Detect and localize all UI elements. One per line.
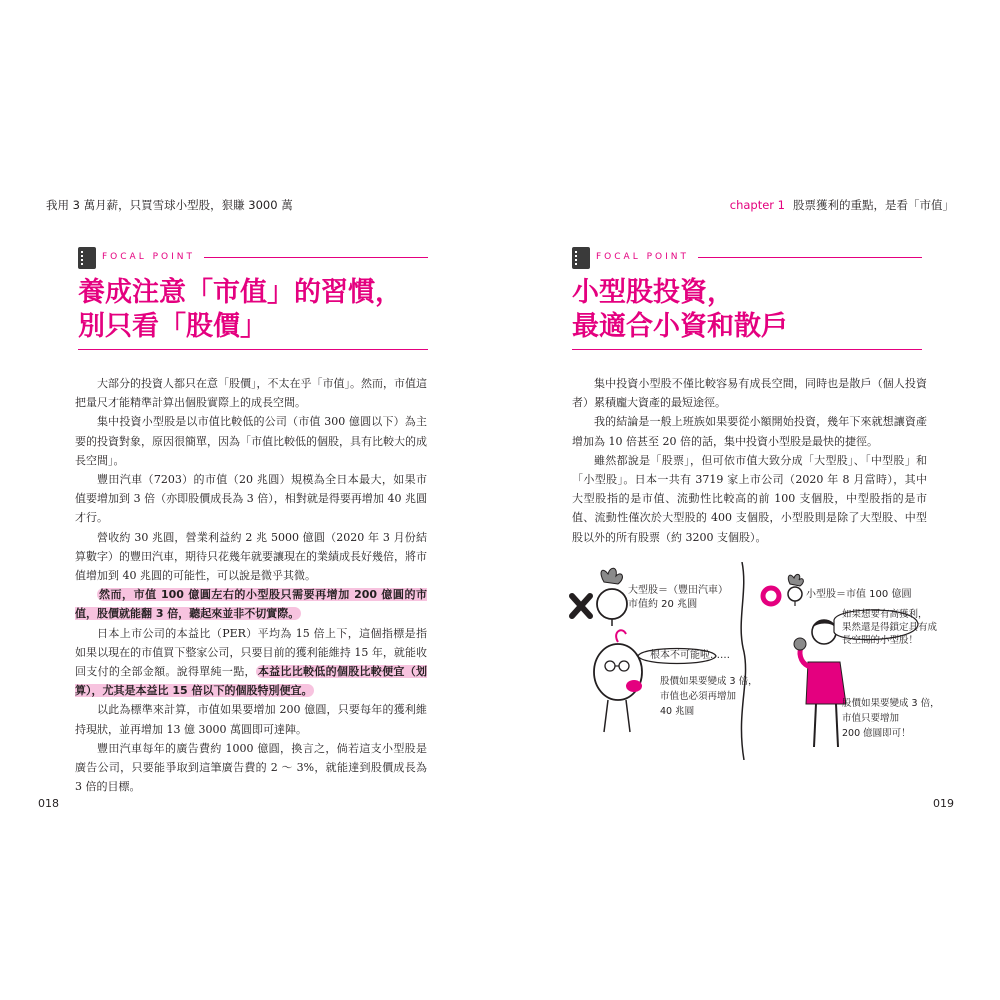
running-head: 我用 3 萬月薪，只買雪球小型股，狠賺 3000 萬 xyxy=(46,198,293,212)
paragraph: 我的結論是一般上班族如果要從小額開始投資，幾年下來就想讓資產增加為 10 倍甚至 20 倍的話，集中投資小型股是最快的捷徑。 xyxy=(572,415,927,448)
focal-point-label: FOCAL POINT xyxy=(102,252,195,262)
page-number: 019 xyxy=(933,797,954,810)
note-line: 200 億圓即可！ xyxy=(842,728,911,739)
paragraph xyxy=(75,624,427,701)
cross-mark-icon xyxy=(572,596,590,616)
focal-point-header xyxy=(572,247,922,269)
paragraph-text: 日本上市公司的本益比（PER）平均為 15 倍上下，這個指標是指如果以現在的市值買下整家公司，只要目前的獲利能維持 15 年，就能收回支付的全部金額。說得單純一點， xyxy=(75,626,427,679)
focal-divider xyxy=(204,257,428,258)
paragraph: 大部分的投資人都只在意「股價」，不太在乎「市值」。然而，市值這把量尺才能精準計算出個股實際上的成長空間。 xyxy=(75,377,427,410)
title-line: 養成注意「市值」的習慣， xyxy=(78,277,402,308)
paragraph: 雖然都說是「股票」，但可依市值大致分成「大型股」、「中型股」和「小型股」。日本一共有 3719 家上市公司（2020 年 8 月當時），其中大型股指的是市值、流動性比較高的前 100 支個股，中型股指的是市值、流動性僅次於大型股的 400 支個股，小型股則是除了大型股、中型股以外的所有股票（約 3200 支個股）。 xyxy=(572,453,927,544)
notebook-icon xyxy=(78,247,96,269)
right-page xyxy=(500,0,1000,1000)
notebook-icon xyxy=(572,247,590,269)
divider-line xyxy=(741,562,745,760)
body-text xyxy=(75,374,427,796)
speech-line: 長空間的小型股！ xyxy=(842,635,919,646)
body-text xyxy=(572,374,927,547)
right-speech-text xyxy=(842,608,937,647)
running-head xyxy=(730,197,954,213)
title-line: 小型股投資， xyxy=(572,277,734,308)
worried-character-icon xyxy=(594,630,642,732)
note-line: 市值只要增加 xyxy=(842,713,900,724)
left-speech-text: 根本不可能啦…… xyxy=(650,650,730,661)
note-line: 40 兆圓 xyxy=(660,706,695,717)
speech-line: 果然還是得鎖定具有成 xyxy=(842,622,938,633)
large-turnip-icon xyxy=(597,568,627,626)
section-title xyxy=(78,276,402,344)
confident-character-icon xyxy=(794,620,846,747)
section-title xyxy=(572,276,788,344)
chapter-label: chapter 1 xyxy=(729,198,785,212)
title-line: 最適合小資和散戶 xyxy=(572,311,788,342)
illustration xyxy=(562,562,940,760)
circle-mark-icon xyxy=(763,588,779,604)
small-turnip-icon xyxy=(788,574,803,606)
highlighted-text: 本益比比較低的個股比較便宜（划算），尤其是本益比 15 倍以下的個股特別便宜。 xyxy=(75,665,428,698)
paragraph: 集中投資小型股是以市值比較低的公司（市值 300 億圓以下）為主要的投資對象，原因很簡單，因為「市值比較低的個股，具有比較大的成長空間」。 xyxy=(75,415,427,467)
paragraph: 營收約 30 兆圓，營業利益約 2 兆 5000 億圓（2020 年 3 月份結算數字）的豐田汽車，期待只花幾年就要讓現在的業績成長好幾倍，將市值增加到 40 兆圓的可能性，可以說是微乎其微。 xyxy=(75,530,427,583)
title-line: 別只看「股價」 xyxy=(78,311,267,342)
focal-divider xyxy=(698,257,922,258)
paragraph: 豐田汽車每年的廣告費約 1000 億圓，換言之，倘若這支小型股是廣告公司，只要能爭取到這筆廣告費的 2 ～ 3%，就能達到股價成長為 3 倍的目標。 xyxy=(75,741,427,794)
note-line: 股價如果要變成 3 倍， xyxy=(842,698,940,709)
title-rule xyxy=(572,349,922,350)
paragraph: 以此為標準來計算，市值如果要增加 200 億圓，只要每年的獲利維持現狀，並再增加 13 億 3000 萬圓即可達陣。 xyxy=(75,703,427,736)
speech-line: 如果想要有高獲利， xyxy=(842,609,928,620)
caption-line: 市值約 20 兆圓 xyxy=(628,599,698,610)
focal-point-label: FOCAL POINT xyxy=(596,252,689,262)
paragraph xyxy=(75,585,427,623)
small-cap-caption: 小型股＝市值 100 億圓 xyxy=(806,589,912,600)
chapter-title: 股票獲利的重點，是看「市值」 xyxy=(793,198,954,212)
note-line: 市值也必須再增加 xyxy=(660,691,737,702)
paragraph: 豐田汽車（7203）的市值（20 兆圓）規模為全日本最大，如果市值要增加到 3 倍（亦即股價成長為 3 倍），相對就是得要再增加 40 兆圓才行。 xyxy=(75,473,427,525)
title-rule xyxy=(78,349,428,350)
left-note xyxy=(660,674,758,719)
focal-point-header xyxy=(78,247,428,269)
page-number: 018 xyxy=(38,797,59,810)
note-line: 股價如果要變成 3 倍， xyxy=(660,676,758,687)
paragraph: 集中投資小型股不僅比較容易有成長空間，同時也是散戶（個人投資者）累積龐大資產的最短途徑。 xyxy=(572,377,927,410)
caption-line: 大型股＝（豐田汽車） xyxy=(628,585,728,596)
right-note xyxy=(842,696,940,741)
highlighted-text: 然而，市值 100 億圓左右的小型股只需要再增加 200 億圓的市值，股價就能翻 3 倍，聽起來並非不切實際。 xyxy=(75,588,427,621)
large-cap-caption xyxy=(628,584,728,612)
